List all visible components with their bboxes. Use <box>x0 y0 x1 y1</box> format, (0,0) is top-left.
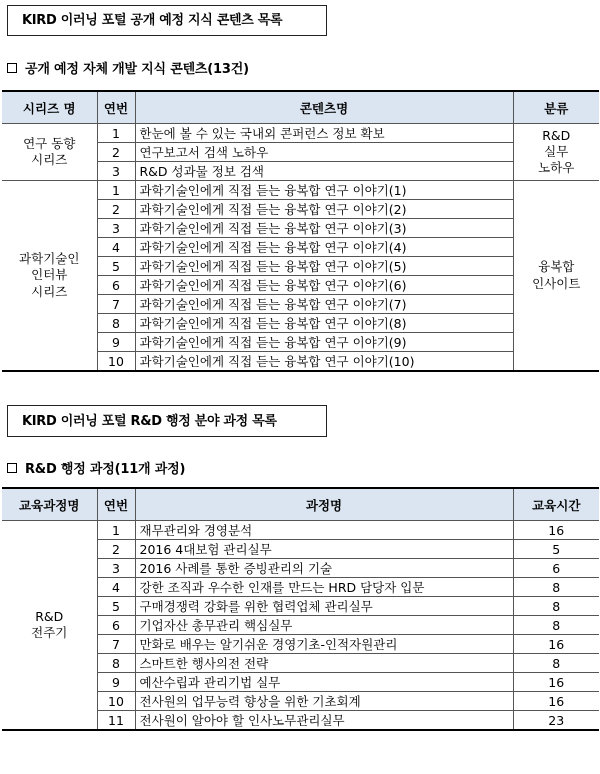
content-title: 연구보고서 검색 노하우 <box>135 143 513 162</box>
row-number: 9 <box>97 333 135 352</box>
course-hours: 16 <box>513 692 599 711</box>
content-title: 과학기술인에게 직접 듣는 융복합 연구 이야기(4) <box>135 238 513 257</box>
header-no: 연번 <box>97 488 135 521</box>
row-number: 1 <box>97 521 135 540</box>
content-title: 과학기술인에게 직접 듣는 융복합 연구 이야기(3) <box>135 219 513 238</box>
category-line: 노하우 <box>538 160 575 176</box>
course-hours: 8 <box>513 578 599 597</box>
section1-title-box <box>7 5 327 36</box>
course-hours: 16 <box>513 521 599 540</box>
row-number: 8 <box>97 654 135 673</box>
category-line: 융복합 <box>538 259 575 275</box>
section1-title: KIRD 이러닝 포털 공개 예정 지식 콘텐츠 목록 <box>22 13 283 28</box>
header-name: 과정명 <box>135 488 513 521</box>
course-group-line: 전주기 <box>31 625 68 640</box>
series-name-line: 과학기술인 <box>19 251 80 267</box>
row-number: 5 <box>97 257 135 276</box>
series-name-line: 시리즈 <box>31 152 68 167</box>
row-number: 3 <box>97 559 135 578</box>
row-number: 2 <box>97 200 135 219</box>
row-number: 6 <box>97 276 135 295</box>
row-number: 4 <box>97 578 135 597</box>
series-name <box>2 181 97 372</box>
header-series: 시리즈 명 <box>2 91 97 124</box>
section2-heading-text: R&D 행정 과정(11개 과정) <box>25 462 186 477</box>
content-title: 과학기술인에게 직접 듣는 융복합 연구 이야기(5) <box>135 257 513 276</box>
course-hours: 8 <box>513 616 599 635</box>
content-title: 과학기술인에게 직접 듣는 융복합 연구 이야기(2) <box>135 200 513 219</box>
course-hours: 8 <box>513 654 599 673</box>
table-header-row <box>2 488 599 521</box>
knowledge-content-table <box>2 90 599 372</box>
row-number: 7 <box>97 635 135 654</box>
row-number: 2 <box>97 540 135 559</box>
row-number: 8 <box>97 314 135 333</box>
row-number: 1 <box>97 181 135 200</box>
table-row <box>2 124 599 143</box>
category <box>513 181 599 372</box>
row-number: 4 <box>97 238 135 257</box>
section2-title-box <box>7 405 327 437</box>
row-number: 2 <box>97 143 135 162</box>
content-title: 과학기술인에게 직접 듣는 융복합 연구 이야기(1) <box>135 181 513 200</box>
table-row <box>2 521 599 540</box>
header-category: 분류 <box>513 91 599 124</box>
header-course: 교육과정명 <box>2 488 97 521</box>
square-bullet-icon <box>7 63 17 73</box>
content-title: R&D 성과물 정보 검색 <box>135 162 513 181</box>
content-title: 과학기술인에게 직접 듣는 융복합 연구 이야기(7) <box>135 295 513 314</box>
row-number: 5 <box>97 597 135 616</box>
series-name <box>2 124 97 181</box>
course-hours: 16 <box>513 673 599 692</box>
course-name: 전사원이 알아야 할 인사노무관리실무 <box>135 711 513 731</box>
table-header-row <box>2 91 599 124</box>
course-group <box>2 521 97 731</box>
course-name: 2016 4대보험 관리실무 <box>135 540 513 559</box>
course-name: 예산수립과 관리기법 실무 <box>135 673 513 692</box>
course-hours: 5 <box>513 540 599 559</box>
category-line: 인사이트 <box>532 275 581 291</box>
square-bullet-icon <box>7 463 17 473</box>
course-name: 만화로 배우는 알기쉬운 경영기초-인적자원관리 <box>135 635 513 654</box>
series-name-line: 인터뷰 <box>31 267 68 283</box>
course-name: 강한 조직과 우수한 인재를 만드는 HRD 담당자 입문 <box>135 578 513 597</box>
rnd-course-table <box>2 487 599 731</box>
course-hours: 16 <box>513 635 599 654</box>
row-number: 11 <box>97 711 135 731</box>
course-name: 재무관리와 경영분석 <box>135 521 513 540</box>
course-name: 전사원의 업무능력 향상을 위한 기초회계 <box>135 692 513 711</box>
table-row <box>2 181 599 200</box>
category-line: 실무 <box>544 143 569 159</box>
header-no: 연번 <box>97 91 135 124</box>
content-title: 과학기술인에게 직접 듣는 융복합 연구 이야기(8) <box>135 314 513 333</box>
series-name-line: 시리즈 <box>31 283 68 299</box>
category-line: R&D <box>542 127 571 143</box>
content-title: 과학기술인에게 직접 듣는 융복합 연구 이야기(10) <box>135 352 513 372</box>
content-title: 과학기술인에게 직접 듣는 융복합 연구 이야기(9) <box>135 333 513 352</box>
row-number: 3 <box>97 162 135 181</box>
course-hours: 8 <box>513 597 599 616</box>
course-name: 구매경쟁력 강화를 위한 협력업체 관리실무 <box>135 597 513 616</box>
content-title: 과학기술인에게 직접 듣는 융복합 연구 이야기(6) <box>135 276 513 295</box>
course-name: 기업자산 총무관리 핵심실무 <box>135 616 513 635</box>
row-number: 6 <box>97 616 135 635</box>
course-group-line: R&D <box>35 608 64 624</box>
content-title: 한눈에 볼 수 있는 국내외 콘퍼런스 정보 확보 <box>135 124 513 143</box>
row-number: 1 <box>97 124 135 143</box>
course-hours: 6 <box>513 559 599 578</box>
row-number: 10 <box>97 692 135 711</box>
row-number: 10 <box>97 352 135 372</box>
header-hours: 교육시간 <box>513 488 599 521</box>
row-number: 7 <box>97 295 135 314</box>
section2-heading <box>7 458 185 477</box>
category <box>513 124 599 181</box>
header-content: 콘텐츠명 <box>135 91 513 124</box>
course-name: 스마트한 행사의전 전략 <box>135 654 513 673</box>
row-number: 9 <box>97 673 135 692</box>
series-name-line: 연구 동향 <box>23 135 76 151</box>
section1-heading <box>7 58 249 77</box>
course-hours: 23 <box>513 711 599 731</box>
course-name: 2016 사례를 통한 증빙관리의 기술 <box>135 559 513 578</box>
section1-heading-text: 공개 예정 자체 개발 지식 콘텐츠(13건) <box>25 62 249 77</box>
section2-title: KIRD 이러닝 포털 R&D 행정 분야 과정 목록 <box>22 413 277 429</box>
row-number: 3 <box>97 219 135 238</box>
